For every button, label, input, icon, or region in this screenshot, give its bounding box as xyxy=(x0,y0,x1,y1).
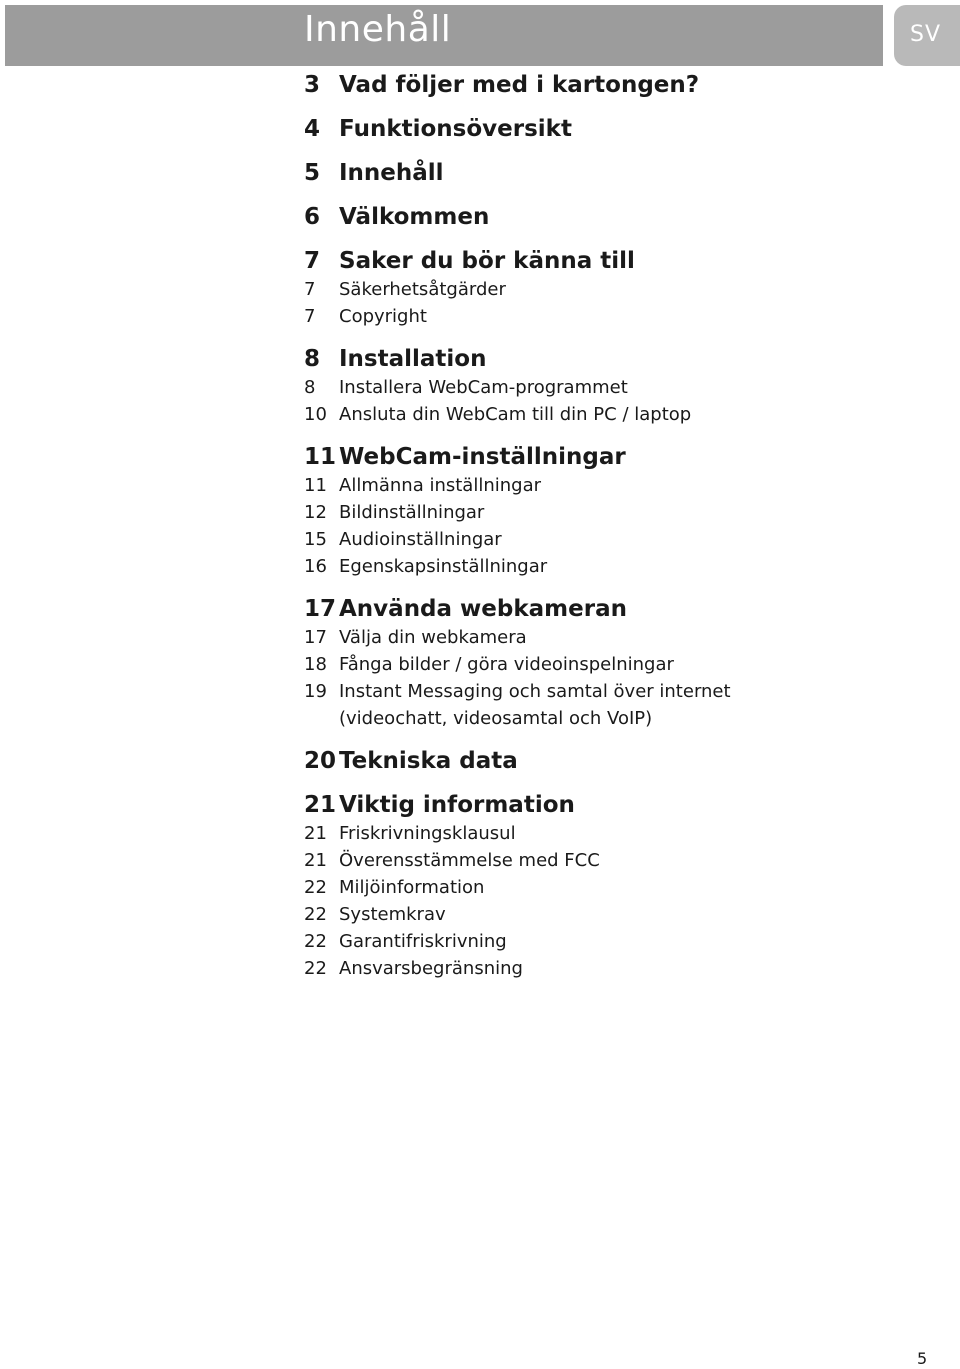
toc-item-title: Överensstämmelse med FCC xyxy=(339,850,600,871)
toc-heading-page: 20 xyxy=(304,748,337,774)
toc-item[interactable] xyxy=(304,276,944,303)
toc-section xyxy=(304,158,944,188)
toc-heading-title: Vad följer med i kartongen? xyxy=(339,72,700,98)
toc-heading[interactable] xyxy=(304,202,944,232)
toc-item-title: Bildinställningar xyxy=(339,502,485,523)
toc-heading-title: Saker du bör känna till xyxy=(339,248,635,274)
toc-item-page: 19 xyxy=(304,681,327,702)
toc-heading-title: Funktionsöversikt xyxy=(339,116,572,142)
toc-heading-page: 8 xyxy=(304,346,321,372)
toc-item-page: 16 xyxy=(304,556,327,577)
toc-item-title: Säkerhetsåtgärder xyxy=(339,279,506,300)
page-title: Innehåll xyxy=(304,9,452,50)
toc-item-page: 17 xyxy=(304,627,327,648)
toc-heading[interactable] xyxy=(304,344,944,374)
toc-item[interactable] xyxy=(304,374,944,401)
toc-heading-title: Innehåll xyxy=(339,160,444,186)
toc-item-page: 22 xyxy=(304,958,327,979)
toc-section xyxy=(304,790,944,982)
toc-item-page: 10 xyxy=(304,404,327,425)
toc-heading-page: 17 xyxy=(304,596,337,622)
language-label: SV xyxy=(910,22,942,47)
toc-heading-title: Tekniska data xyxy=(339,748,518,774)
toc-item[interactable] xyxy=(304,624,944,651)
toc-heading[interactable] xyxy=(304,158,944,188)
toc-item[interactable] xyxy=(304,874,944,901)
toc-heading[interactable] xyxy=(304,790,944,820)
toc-item-page: 15 xyxy=(304,529,327,550)
toc-heading[interactable] xyxy=(304,246,944,276)
toc-item[interactable] xyxy=(304,901,944,928)
toc-item-page: 7 xyxy=(304,279,316,300)
toc-item-title: (videochatt, videosamtal och VoIP) xyxy=(339,708,653,729)
toc-heading-page: 3 xyxy=(304,72,321,98)
toc-item[interactable] xyxy=(304,472,944,499)
toc-item[interactable] xyxy=(304,955,944,982)
toc-item-page: 7 xyxy=(304,306,316,327)
toc-item-page: 11 xyxy=(304,475,327,496)
toc-item-title: Instant Messaging och samtal över internet xyxy=(339,681,731,702)
toc-item[interactable] xyxy=(304,705,944,732)
toc-item-page: 18 xyxy=(304,654,327,675)
toc-item[interactable] xyxy=(304,526,944,553)
toc-item-page: 22 xyxy=(304,904,327,925)
toc-item[interactable] xyxy=(304,553,944,580)
toc-heading-page: 5 xyxy=(304,160,321,186)
toc-item[interactable] xyxy=(304,651,944,678)
toc-item-page: 22 xyxy=(304,877,327,898)
toc-section xyxy=(304,344,944,428)
toc-item-title: Miljöinformation xyxy=(339,877,485,898)
toc-section xyxy=(304,114,944,144)
toc-heading[interactable] xyxy=(304,594,944,624)
toc-item-title: Egenskapsinställningar xyxy=(339,556,548,577)
toc-item[interactable] xyxy=(304,820,944,847)
toc-heading[interactable] xyxy=(304,442,944,472)
toc-item-title: Audioinställningar xyxy=(339,529,502,550)
toc-item-page: 8 xyxy=(304,377,316,398)
toc-item-title: Allmänna inställningar xyxy=(339,475,541,496)
toc-heading[interactable] xyxy=(304,70,944,100)
toc-item-title: Ansluta din WebCam till din PC / laptop xyxy=(339,404,692,425)
table-of-contents xyxy=(304,70,944,982)
toc-item[interactable] xyxy=(304,401,944,428)
toc-item-page: 21 xyxy=(304,850,327,871)
toc-section xyxy=(304,594,944,732)
toc-section xyxy=(304,442,944,580)
toc-item-title: Friskrivningsklausul xyxy=(339,823,516,844)
toc-item[interactable] xyxy=(304,847,944,874)
toc-heading-title: Välkommen xyxy=(339,204,490,230)
toc-heading-title: Viktig information xyxy=(339,792,575,818)
toc-item[interactable] xyxy=(304,499,944,526)
toc-item-title: Ansvarsbegränsning xyxy=(339,958,523,979)
toc-item-title: Installera WebCam-programmet xyxy=(339,377,628,398)
toc-heading[interactable] xyxy=(304,114,944,144)
toc-item-title: Välja din webkamera xyxy=(339,627,527,648)
toc-heading[interactable] xyxy=(304,746,944,776)
toc-heading-page: 11 xyxy=(304,444,337,470)
language-tab xyxy=(894,5,960,66)
toc-item-title: Garantifriskrivning xyxy=(339,931,507,952)
toc-section xyxy=(304,202,944,232)
page-number: 5 xyxy=(917,1349,928,1368)
toc-section xyxy=(304,746,944,776)
toc-item-page: 21 xyxy=(304,823,327,844)
toc-item-title: Copyright xyxy=(339,306,427,327)
toc-heading-title: WebCam-inställningar xyxy=(339,444,626,470)
toc-item-title: Systemkrav xyxy=(339,904,446,925)
toc-item[interactable] xyxy=(304,303,944,330)
toc-item-title: Fånga bilder / göra videoinspelningar xyxy=(339,654,674,675)
toc-item-page: 12 xyxy=(304,502,327,523)
toc-item-page: 22 xyxy=(304,931,327,952)
toc-section xyxy=(304,246,944,330)
toc-heading-page: 6 xyxy=(304,204,321,230)
toc-heading-title: Använda webkameran xyxy=(339,596,627,622)
toc-heading-page: 21 xyxy=(304,792,337,818)
toc-heading-page: 4 xyxy=(304,116,321,142)
toc-heading-page: 7 xyxy=(304,248,321,274)
toc-item[interactable] xyxy=(304,928,944,955)
toc-item[interactable] xyxy=(304,678,944,705)
toc-heading-title: Installation xyxy=(339,346,487,372)
toc-section xyxy=(304,70,944,100)
